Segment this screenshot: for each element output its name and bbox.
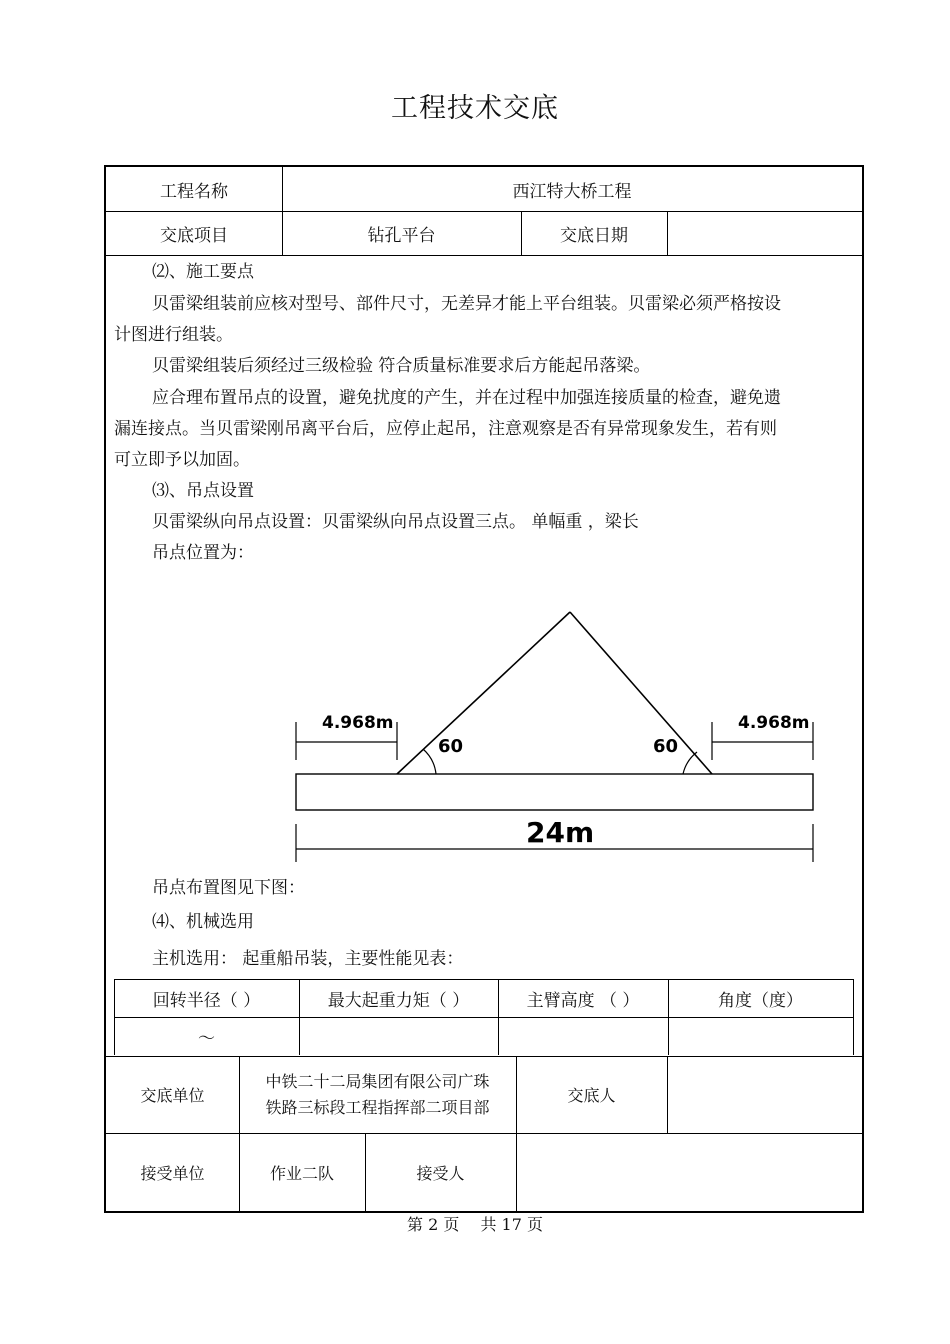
receiver-label: 接受人 xyxy=(416,1163,465,1183)
table-cell-angle xyxy=(668,1017,853,1055)
right-sling xyxy=(570,612,712,774)
page-total: 共 17 页 xyxy=(480,1215,543,1234)
section-2-heading: ⑵、施工要点 xyxy=(152,262,254,282)
table-header-angle: 角度（度） xyxy=(718,990,803,1011)
page-footer xyxy=(0,1212,950,1235)
paragraph-7: 主机选用： 起重船吊装，主要性能见表： xyxy=(152,949,464,969)
table-header-moment: 最大起重力矩（ ） xyxy=(327,990,470,1011)
project-name-value: 西江特大桥工程 xyxy=(512,181,632,202)
right-dimension-label: 4.968m xyxy=(738,713,810,733)
section-3-heading: ⑶、吊点设置 xyxy=(152,481,254,501)
beam xyxy=(296,774,813,810)
handover-unit-line-1: 中铁二十二局集团有限公司广珠 xyxy=(265,1071,490,1091)
handover-person-value xyxy=(667,1056,862,1133)
right-angle-label: 60 xyxy=(653,736,679,757)
page-number: 第 2 页 xyxy=(407,1215,460,1234)
document-title: 工程技术交底 xyxy=(391,93,559,124)
left-angle-label: 60 xyxy=(438,736,464,757)
form-frame xyxy=(104,165,864,1213)
table-header-height: 主臂高度 （ ） xyxy=(526,990,640,1011)
paragraph-3b: 漏连接点。当贝雷梁刚吊离平台后，应停止起吊，注意观察是否有异常现象发生，若有则 xyxy=(114,419,777,439)
table-cell-radius: ～ xyxy=(198,1028,215,1049)
paragraph-2: 贝雷梁组装后须经过三级检验 符合质量标准要求后方能起吊落梁。 xyxy=(152,356,651,376)
length-label: 24m xyxy=(526,816,595,849)
paragraph-4: 贝雷梁纵向吊点设置：贝雷梁纵向吊点设置三点。 单幅重 ，梁长 xyxy=(152,512,639,532)
paragraph-6: 吊点布置图见下图： xyxy=(152,878,305,898)
date-value xyxy=(667,211,862,255)
handover-unit-value xyxy=(239,1056,516,1133)
item-label: 交底项目 xyxy=(160,225,228,246)
paragraph-5: 吊点位置为： xyxy=(152,543,254,563)
project-name-label: 工程名称 xyxy=(160,181,228,202)
left-angle-arc xyxy=(423,749,436,774)
handover-person-label: 交底人 xyxy=(567,1086,616,1105)
receiving-unit-value: 作业二队 xyxy=(269,1163,334,1183)
table-cell-height xyxy=(498,1017,668,1055)
handover-unit-label: 交底单位 xyxy=(140,1086,205,1105)
paragraph-1b: 计图进行组装。 xyxy=(114,325,233,345)
date-label: 交底日期 xyxy=(560,225,628,246)
receiving-unit-label: 接受单位 xyxy=(140,1163,205,1183)
paragraph-3c: 可立即予以加固。 xyxy=(114,450,250,470)
item-value: 钻孔平台 xyxy=(367,225,436,246)
section-4-heading: ⑷、机械选用 xyxy=(152,912,254,932)
table-cell-moment xyxy=(299,1017,498,1055)
paragraph-1a: 贝雷梁组装前应核对型号、部件尺寸，无差异才能上平台组装。贝雷梁必须严格按设 xyxy=(152,294,781,314)
handover-unit-line-2: 铁路三标段工程指挥部二项目部 xyxy=(265,1097,490,1117)
receiver-value xyxy=(516,1133,862,1211)
left-dimension-label: 4.968m xyxy=(322,713,394,733)
lifting-point-diagram xyxy=(286,602,826,867)
machine-table xyxy=(114,979,854,1055)
table-header-radius: 回转半径（ ） xyxy=(152,990,261,1011)
paragraph-3a: 应合理布置吊点的设置，避免扰度的产生，并在过程中加强连接质量的检查，避免遗 xyxy=(152,388,781,408)
